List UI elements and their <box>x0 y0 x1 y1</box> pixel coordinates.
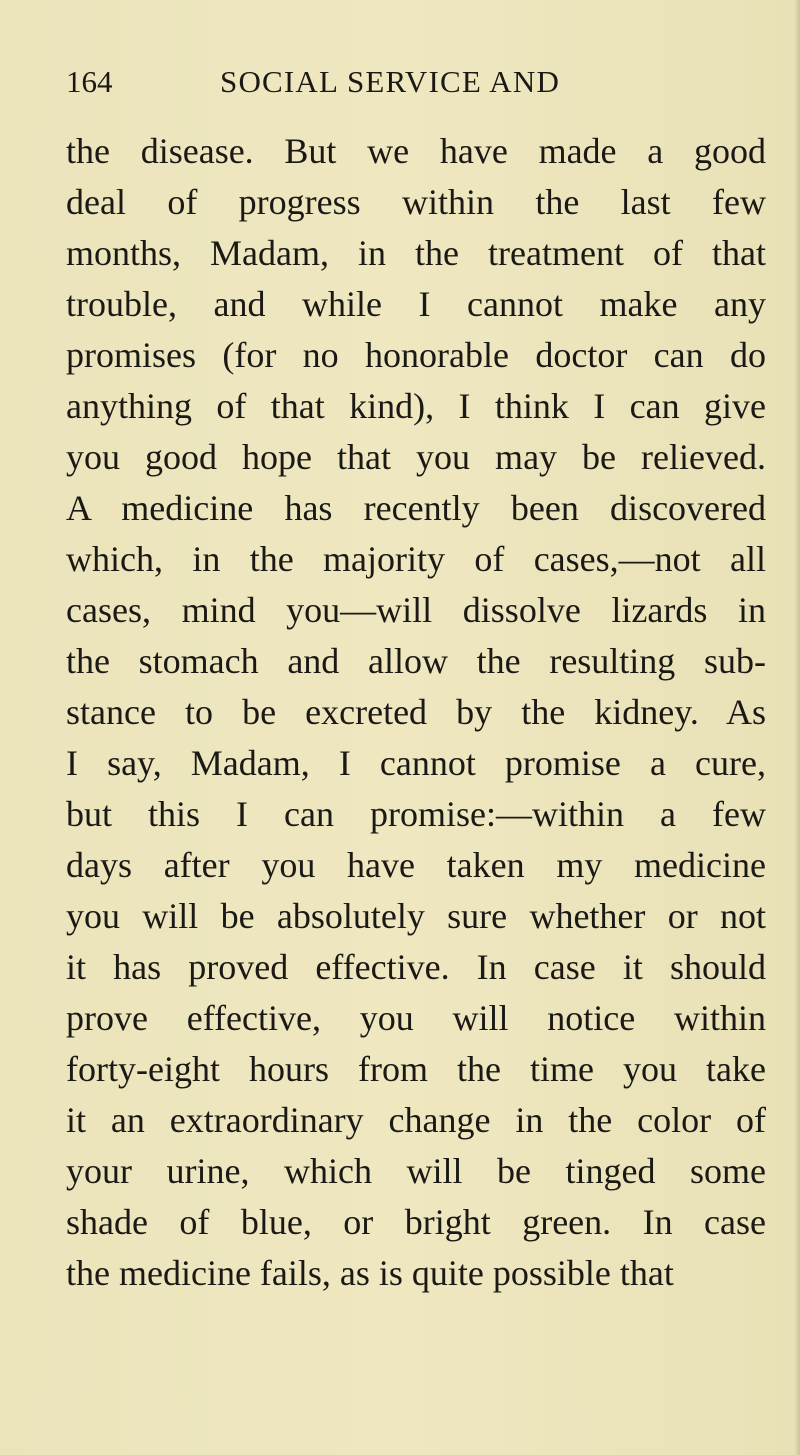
text-line: the disease. But we have made a good <box>66 131 766 171</box>
text-line: anything of that kind), I think I can give <box>66 386 766 426</box>
text-line: forty-eight hours from the time you take <box>66 1049 766 1089</box>
text-line: it has proved effective. In case it should <box>66 947 766 987</box>
text-line: but this I can promise:—within a few <box>66 794 766 834</box>
text-line: I say, Madam, I cannot promise a cure, <box>66 743 766 783</box>
text-line: the stomach and allow the resulting sub- <box>66 641 766 681</box>
page-header <box>66 62 616 102</box>
text-line: stance to be excreted by the kidney. As <box>66 692 766 732</box>
text-line: days after you have taken my medicine <box>66 845 766 885</box>
text-line: the medicine fails, as is quite possible that <box>66 1253 674 1293</box>
body-text <box>66 126 766 1299</box>
text-line: deal of progress within the last few <box>66 182 766 222</box>
text-line: promises (for no honorable doctor can do <box>66 335 766 375</box>
page-edge-shadow <box>794 0 800 1455</box>
text-line: A medicine has recently been discovered <box>66 488 766 528</box>
page-number: 164 <box>66 64 113 99</box>
text-line: trouble, and while I cannot make any <box>66 284 766 324</box>
text-line: your urine, which will be tinged some <box>66 1151 766 1191</box>
text-line: it an extraordinary change in the color of <box>66 1100 766 1140</box>
text-line: shade of blue, or bright green. In case <box>66 1202 766 1242</box>
running-head: SOCIAL SERVICE AND <box>220 64 561 99</box>
text-line: you good hope that you may be relieved. <box>66 437 766 477</box>
text-line: cases, mind you—will dissolve lizards in <box>66 590 766 630</box>
text-line: months, Madam, in the treatment of that <box>66 233 766 273</box>
text-line: you will be absolutely sure whether or not <box>66 896 766 936</box>
text-line: which, in the majority of cases,—not all <box>66 539 766 579</box>
text-line: prove effective, you will notice within <box>66 998 766 1038</box>
